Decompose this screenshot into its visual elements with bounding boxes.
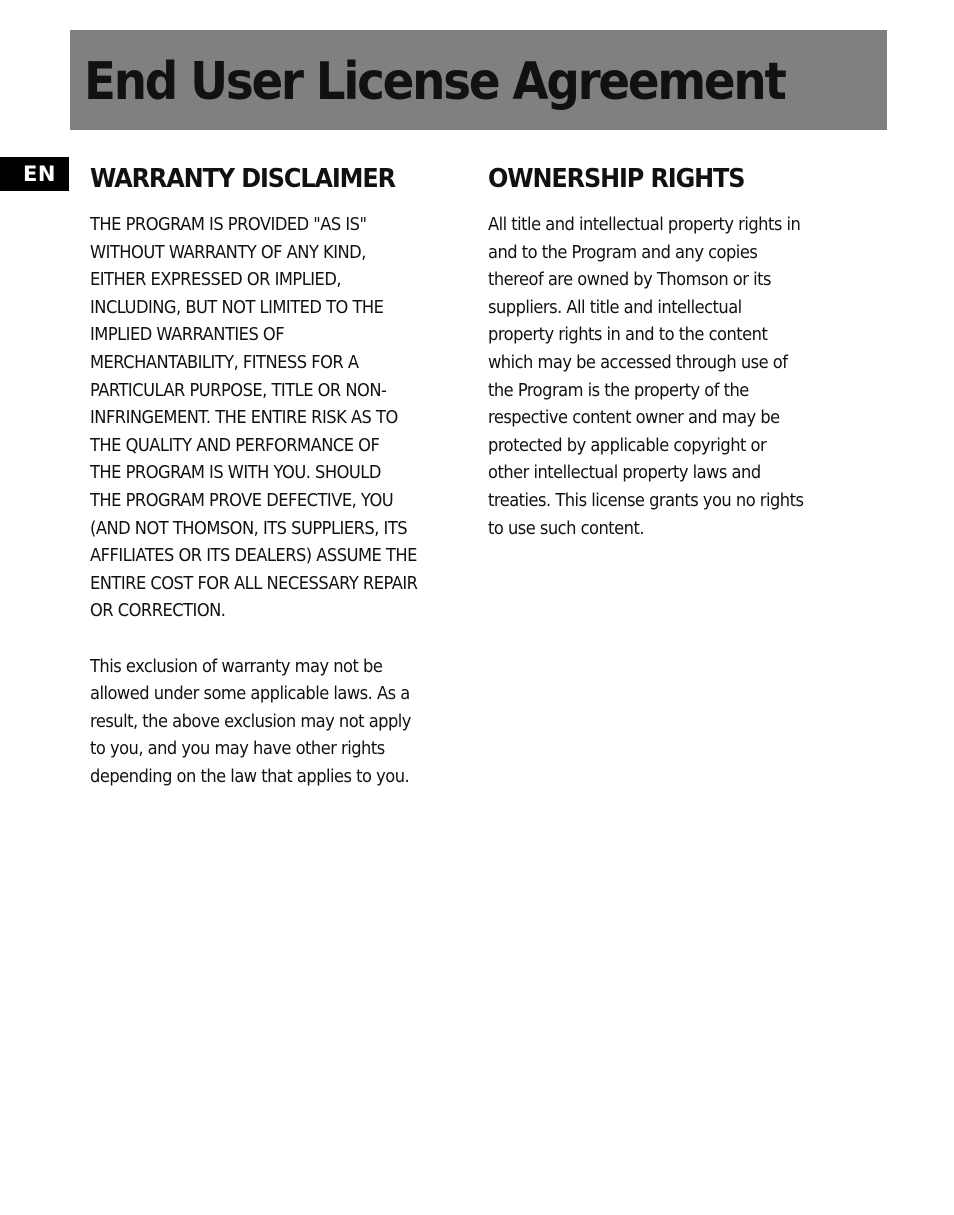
warranty-disclaimer-section: [90, 160, 472, 791]
ownership-rights-text: All title and intellectual property rights in and to the Program and any copies thereof are owned by Thomson or its suppliers. All title and intellectual property rights in and to the content which may be accessed through use of the Program is the property of the respective content owner and may be protected by applicable copyright or other intellectual property laws and treaties. This license grants you no rights to use such content.: [488, 215, 804, 539]
ownership-rights-section: [488, 160, 870, 543]
ownership-rights-heading: OWNERSHIP RIGHTS: [488, 164, 745, 194]
title-banner: [70, 30, 887, 130]
warranty-disclaimer-heading: WARRANTY DISCLAIMER: [90, 164, 395, 194]
warranty-disclaimer-text: THE PROGRAM IS PROVIDED "AS IS" WITHOUT WARRANTY OF ANY KIND, EITHER EXPRESSED OR IMPLIED, INCLUDING, BUT NOT LIMITED TO THE IMPLIED WARRANTIES OF MERCHANTABILITY, FITNESS FOR A PARTICULAR PURPOSE, TITLE OR NON- INFRINGEMENT. THE ENTIRE RISK AS TO THE QUALITY AND PERFORMANCE OF THE PROGRAM IS WITH YOU. SHOULD THE PROGRAM PROVE DEFECTIVE, YOU (AND NOT THOMSON, ITS SUPPLIERS, ITS AFFILIATES OR ITS DEALERS) ASSUME THE ENTIRE COST FOR ALL NECESSARY REPAIR OR CORRECTION.: [90, 215, 418, 622]
warranty-exclusion-text: This exclusion of warranty may not be allowed under some applicable laws. As a result, the above exclusion may not apply to you, and you may have other rights depending on the law that applies to you.: [90, 656, 411, 787]
language-tab: EN: [0, 157, 69, 191]
page-title: End User License Agreement: [84, 52, 785, 112]
